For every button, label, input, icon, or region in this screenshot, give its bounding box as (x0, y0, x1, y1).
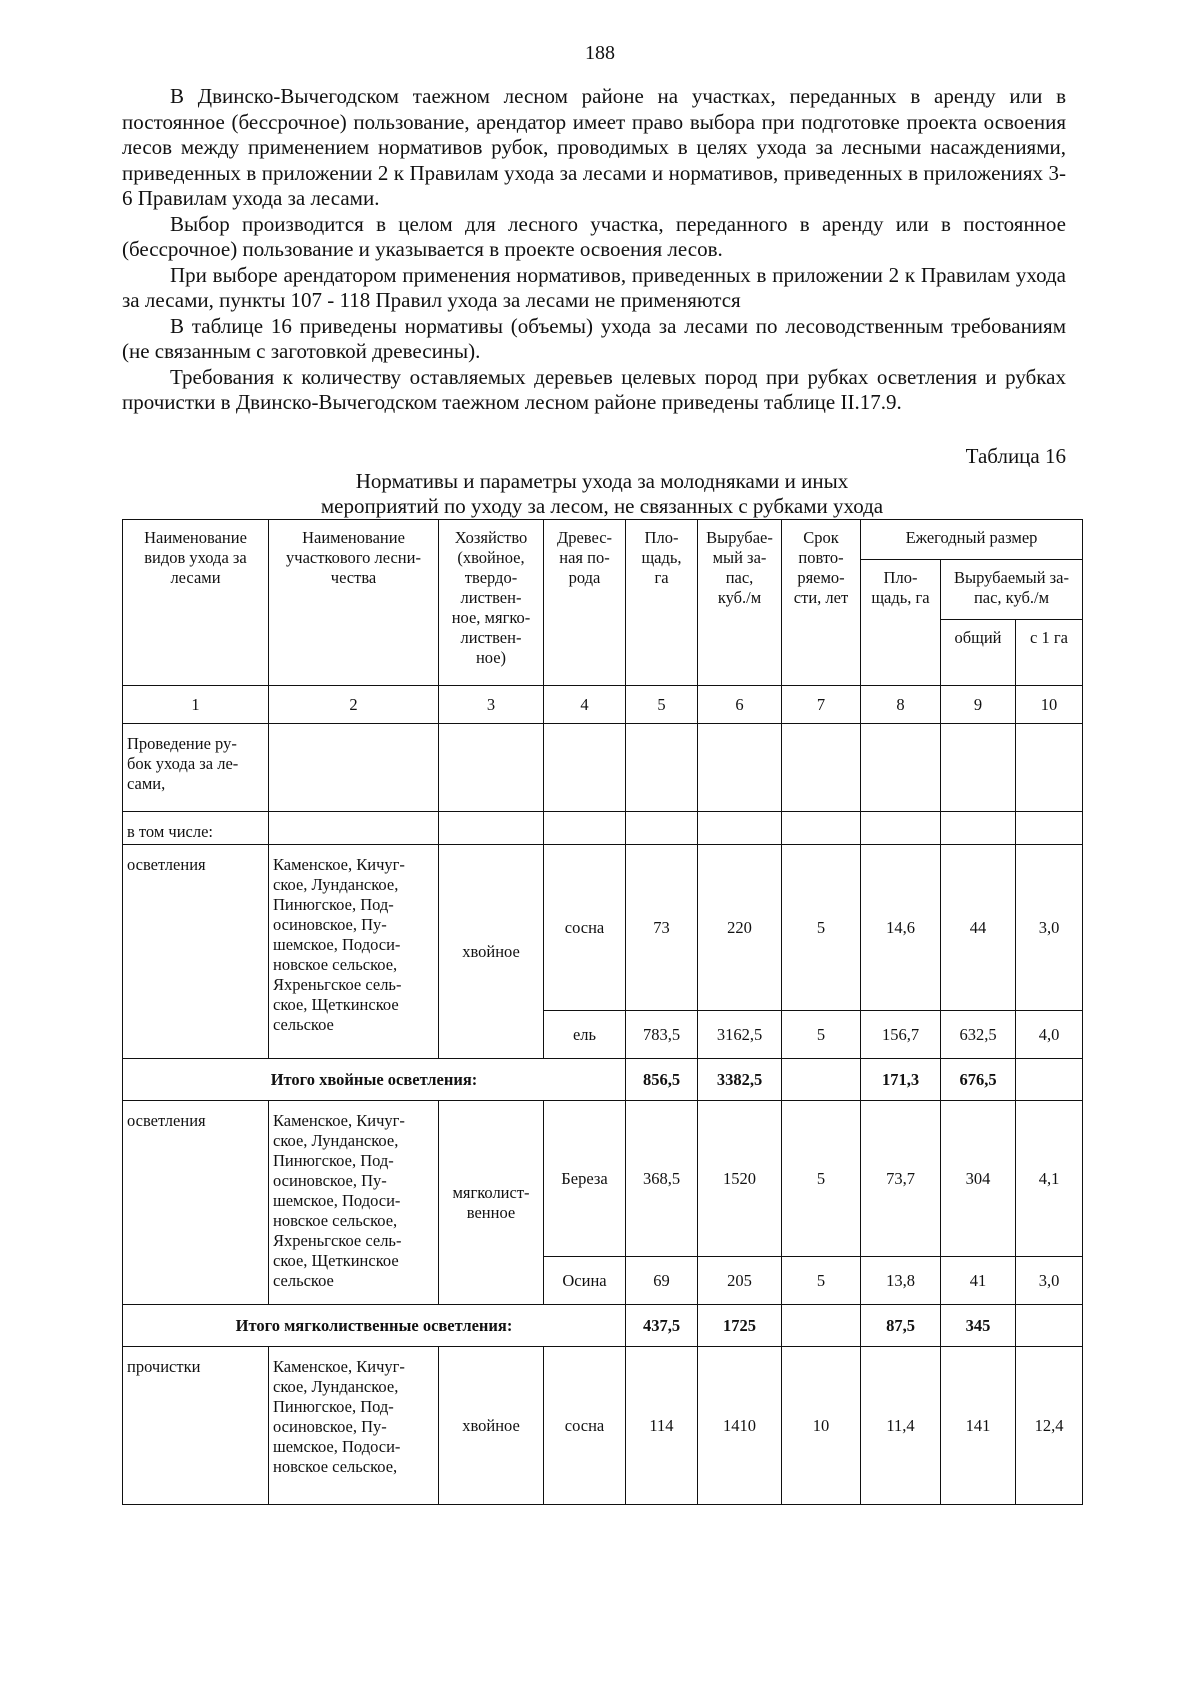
table-row-cell: 171,3 (861, 1059, 941, 1101)
table-row-cell: 783,5 (626, 1011, 698, 1059)
table-row (123, 1101, 1083, 1257)
table-row-cell: Береза (544, 1101, 626, 1257)
table-row-cell: 856,5 (626, 1059, 698, 1101)
table-row-cell: 437,5 (626, 1305, 698, 1347)
header-row-cell: общий (941, 620, 1016, 686)
table-row-cell: 14,6 (861, 845, 941, 1011)
table-row-cell: 156,7 (861, 1011, 941, 1059)
table-row (123, 845, 1083, 1011)
table-row-cell: 5 (782, 1257, 861, 1305)
paragraph: В Двинско-Вычегодском таежном лесном районе на участках, переданных в аренду или в постоянное (бессрочное) пользование, арендатор имеет право выбора при подготовке проекта освоения лесов между применением нормативов рубок, проводимых в целях ухода за лесными насаждениями, приведенных в приложении 2 к Правилам ухода за лесами и нормативов, приведенных в приложениях 3-6 Правилам ухода за лесами. (122, 84, 1066, 210)
header-row-cell: с 1 га (1016, 620, 1083, 686)
paragraph: Требования к количеству оставляемых деревьев целевых пород при рубках осветления и рубках прочистки в Двинско-Вычегодском таежном лесном районе приведены таблице II.17.9. (122, 364, 1066, 414)
table-row-cell: хвойное (439, 1347, 544, 1505)
table-row-cell: 73 (626, 845, 698, 1011)
table-row-cell: 5 (782, 845, 861, 1011)
table-row-cell: 73,7 (861, 1101, 941, 1257)
table-row-cell (782, 1059, 861, 1101)
table-row-cell (861, 812, 941, 845)
table-row-cell (269, 812, 439, 845)
column-number-row-cell: 9 (941, 686, 1016, 724)
table-row-cell: 632,5 (941, 1011, 1016, 1059)
table-title: Нормативы и параметры ухода за молодняками и иных мероприятий по уходу за лесом, не связанных с рубками ухода (320, 469, 884, 518)
table-row-cell (782, 812, 861, 845)
table-row-cell: Осина (544, 1257, 626, 1305)
header-row-cell: Хозяйство (хвойное, твердо- листвен- ное, мягко- листвен- ное) (439, 520, 544, 686)
table-row-cell (698, 724, 782, 812)
table-row-cell (544, 812, 626, 845)
header-row-cell: Наименование участкового лесни- чества (269, 520, 439, 686)
total-label-cell: Итого мягколиственные осветления: (123, 1305, 626, 1347)
table-row-cell: сосна (544, 845, 626, 1011)
header-row-cell: Срок повто- ряемо- сти, лет (782, 520, 861, 686)
table-row-cell: мягколист- венное (439, 1101, 544, 1305)
table-row-cell: 5 (782, 1101, 861, 1257)
column-number-row-cell: 6 (698, 686, 782, 724)
table-row-cell: 87,5 (861, 1305, 941, 1347)
table-row-cell: 69 (626, 1257, 698, 1305)
table-row-cell: 1410 (698, 1347, 782, 1505)
table-row (123, 724, 1083, 812)
header-row-cell: Вырубаемый за- пас, куб./м (941, 560, 1083, 620)
table-row-cell (439, 812, 544, 845)
column-number-row-cell: 3 (439, 686, 544, 724)
table-label: Таблица 16 (965, 444, 1066, 468)
header-row-cell: Вырубае- мый за- пас, куб./м (698, 520, 782, 686)
table-row-cell (626, 724, 698, 812)
table-row-cell: Каменское, Кичуг- ское, Лунданское, Пинюгское, Под- осиновское, Пу- шемское, Подоси- новское сельское, Яхреньгское сель- ское, Щеткинское сельское (269, 845, 439, 1059)
header-row-cell: Наименование видов ухода за лесами (123, 520, 269, 686)
table-row-cell: 4,1 (1016, 1101, 1083, 1257)
table-row-cell: 141 (941, 1347, 1016, 1505)
table-row-cell (782, 724, 861, 812)
table-row-cell: 114 (626, 1347, 698, 1505)
table-row (123, 1059, 1083, 1101)
column-number-row-cell: 2 (269, 686, 439, 724)
column-number-row-cell: 8 (861, 686, 941, 724)
header-row-cell: Пло- щадь, га (861, 560, 941, 686)
header-row-cell: Ежегодный размер (861, 520, 1083, 560)
table-row-cell (626, 812, 698, 845)
table-row-cell: Каменское, Кичуг- ское, Лунданское, Пинюгское, Под- осиновское, Пу- шемское, Подоси- новское сельское, Яхреньгское сель- ское, Щеткинское сельское (269, 1101, 439, 1305)
table-row-cell (1016, 1059, 1083, 1101)
table-row-cell: Каменское, Кичуг- ское, Лунданское, Пинюгское, Под- осиновское, Пу- шемское, Подоси- новское сельское, (269, 1347, 439, 1505)
table-row-cell: хвойное (439, 845, 544, 1059)
table-row (123, 812, 1083, 845)
table-row-cell (861, 724, 941, 812)
column-number-row (123, 686, 1083, 724)
table-row-cell (544, 724, 626, 812)
table-row-cell: 205 (698, 1257, 782, 1305)
column-number-row-cell: 1 (123, 686, 269, 724)
table-row-cell: 5 (782, 1011, 861, 1059)
table-row-cell: 345 (941, 1305, 1016, 1347)
table-row-cell (1016, 724, 1083, 812)
table-row-cell: 368,5 (626, 1101, 698, 1257)
column-number-row-cell: 7 (782, 686, 861, 724)
table-row-cell (1016, 1305, 1083, 1347)
paragraph: При выборе арендатором применения нормативов, приведенных в приложении 2 к Правилам ухода за лесами, пункты 107 - 118 Правил ухода за лесами не применяются (122, 262, 1066, 312)
table-row-cell: 220 (698, 845, 782, 1011)
table-row-cell: 4,0 (1016, 1011, 1083, 1059)
table-row-cell (1016, 812, 1083, 845)
table-row-cell (941, 724, 1016, 812)
table-row-cell (698, 812, 782, 845)
page-number: 188 (585, 42, 615, 64)
table-row-cell: 1520 (698, 1101, 782, 1257)
table-row-cell: 3382,5 (698, 1059, 782, 1101)
table-row-cell (269, 724, 439, 812)
norms-table (122, 519, 1083, 1505)
table-row-cell (782, 1305, 861, 1347)
table-row-cell: 41 (941, 1257, 1016, 1305)
table-row-cell: 44 (941, 845, 1016, 1011)
table-row-cell (439, 724, 544, 812)
table-row-cell: в том числе: (123, 812, 269, 845)
table-row-cell: осветления (123, 845, 269, 1059)
table-row-cell: 1725 (698, 1305, 782, 1347)
table-row (123, 1305, 1083, 1347)
table-row-cell: 10 (782, 1347, 861, 1505)
table-row-cell (941, 812, 1016, 845)
table-row-cell: ель (544, 1011, 626, 1059)
table-row-cell: осветления (123, 1101, 269, 1305)
paragraph: В таблице 16 приведены нормативы (объемы) ухода за лесами по лесоводственным требованиям (не связанным с заготовкой древесины). (122, 313, 1066, 363)
table-row-cell: 12,4 (1016, 1347, 1083, 1505)
table-row-cell: 304 (941, 1101, 1016, 1257)
table-row-cell: 676,5 (941, 1059, 1016, 1101)
body-text (122, 84, 1066, 416)
column-number-row-cell: 4 (544, 686, 626, 724)
header-row-cell: Пло- щадь, га (626, 520, 698, 686)
table-row-cell: 3162,5 (698, 1011, 782, 1059)
table-row-cell: 3,0 (1016, 845, 1083, 1011)
table-row-cell: 3,0 (1016, 1257, 1083, 1305)
paragraph: Выбор производится в целом для лесного участка, переданного в аренду или в постоянное (бессрочное) пользование и указывается в проекте освоения лесов. (122, 211, 1066, 261)
column-number-row-cell: 10 (1016, 686, 1083, 724)
header-row-cell: Древес- ная по- рода (544, 520, 626, 686)
table-row-cell: 13,8 (861, 1257, 941, 1305)
table-row-cell: сосна (544, 1347, 626, 1505)
column-number-row-cell: 5 (626, 686, 698, 724)
header-row (123, 520, 1083, 560)
total-label-cell: Итого хвойные осветления: (123, 1059, 626, 1101)
table-row-cell: прочистки (123, 1347, 269, 1505)
table-row-cell: Проведение ру- бок ухода за ле- сами, (123, 724, 269, 812)
table-row-cell: 11,4 (861, 1347, 941, 1505)
table-row (123, 1347, 1083, 1505)
